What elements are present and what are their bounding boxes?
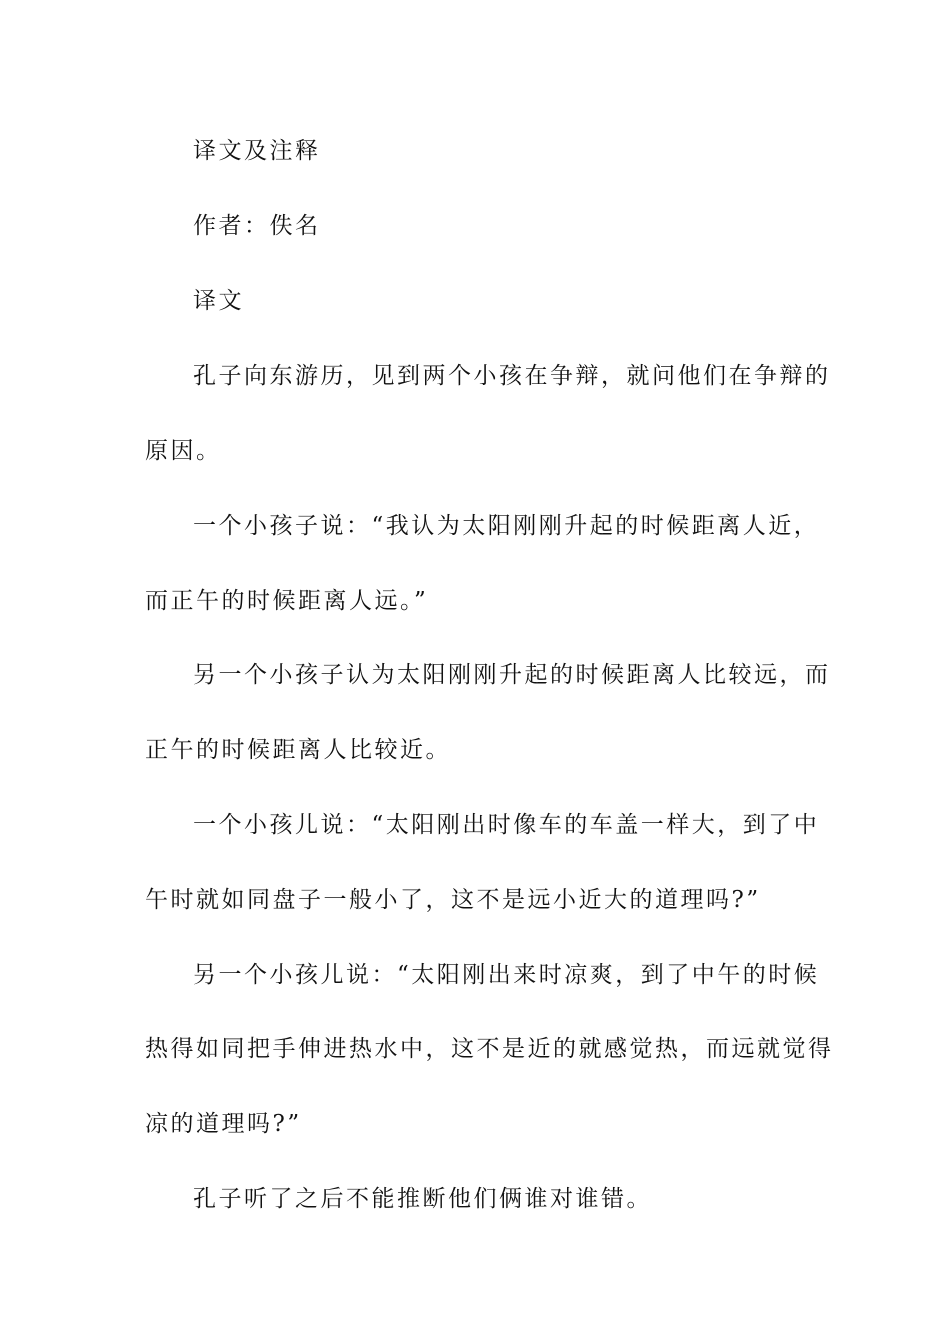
paragraph-2-line-1: 一个小孩子说：“我认为太阳刚刚升起的时候距离人近，	[193, 513, 820, 539]
document-heading: 译文及注释	[193, 138, 321, 164]
paragraph-3-line-1: 另一个小孩子认为太阳刚刚升起的时候距离人比较远，而	[193, 662, 831, 688]
paragraph-5-line-2: 热得如同把手伸进热水中，这不是近的就感觉热，而远就觉得	[145, 1036, 834, 1062]
paragraph-1-line-1: 孔子向东游历，见到两个小孩在争辩，就问他们在争辩的	[193, 363, 831, 389]
paragraph-4-line-2: 午时就如同盘子一般小了，这不是远小近大的道理吗?”	[145, 887, 761, 913]
author-line: 作者：佚名	[193, 213, 321, 239]
paragraph-4-line-1: 一个小孩儿说：“太阳刚出时像车的车盖一样大，到了中	[193, 812, 820, 838]
paragraph-2-line-2: 而正午的时候距离人远。”	[145, 588, 429, 614]
paragraph-5-line-1: 另一个小孩儿说：“太阳刚出来时凉爽，到了中午的时候	[193, 962, 820, 988]
section-title: 译文	[193, 288, 244, 314]
paragraph-5-line-3: 凉的道理吗?”	[145, 1111, 302, 1137]
paragraph-1-line-2: 原因。	[145, 438, 222, 464]
paragraph-3-line-2: 正午的时候距离人比较近。	[145, 737, 451, 763]
paragraph-6-line-1: 孔子听了之后不能推断他们俩谁对谁错。	[193, 1186, 652, 1212]
